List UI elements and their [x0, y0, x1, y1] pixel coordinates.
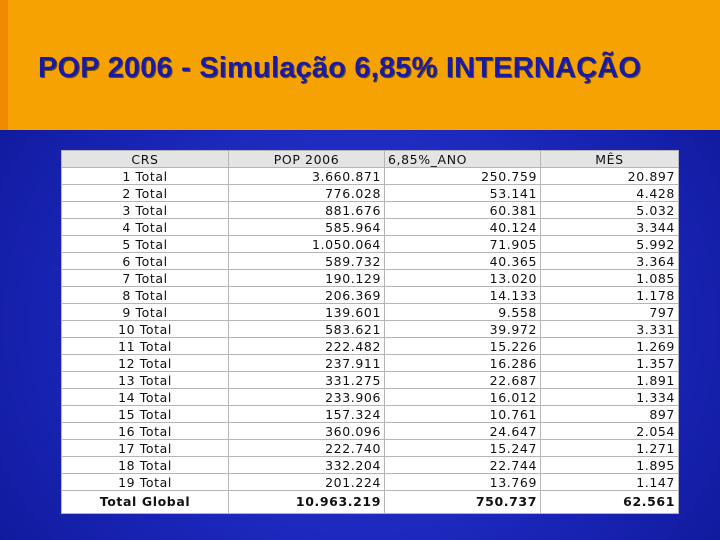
- cell-pop-2006: 157.324: [229, 406, 385, 423]
- cell-pop-2006: 233.906: [229, 389, 385, 406]
- cell-crs: 11 Total: [62, 338, 229, 355]
- header-mes: MÊS: [541, 151, 679, 168]
- header-pop-2006: POP 2006: [229, 151, 385, 168]
- cell-ano: 15.247: [385, 440, 541, 457]
- table-row: [62, 304, 679, 321]
- cell-pop-2006: 331.275: [229, 372, 385, 389]
- cell-mes: 5.032: [541, 202, 679, 219]
- cell-ano: 13.020: [385, 270, 541, 287]
- cell-pop-2006: 222.482: [229, 338, 385, 355]
- cell-crs: 9 Total: [62, 304, 229, 321]
- cell-ano: 39.972: [385, 321, 541, 338]
- cell-mes: 3.331: [541, 321, 679, 338]
- cell-crs: 12 Total: [62, 355, 229, 372]
- table-row: [62, 440, 679, 457]
- cell-ano: 40.124: [385, 219, 541, 236]
- table-row: [62, 253, 679, 270]
- cell-ano: 10.761: [385, 406, 541, 423]
- cell-ano: 13.769: [385, 474, 541, 491]
- total-mes: 62.561: [541, 491, 679, 514]
- table-row: [62, 457, 679, 474]
- cell-crs: 3 Total: [62, 202, 229, 219]
- cell-mes: 1.891: [541, 372, 679, 389]
- cell-mes: 20.897: [541, 168, 679, 185]
- cell-crs: 16 Total: [62, 423, 229, 440]
- cell-ano: 16.286: [385, 355, 541, 372]
- cell-crs: 5 Total: [62, 236, 229, 253]
- cell-mes: 1.147: [541, 474, 679, 491]
- table-row: [62, 168, 679, 185]
- cell-pop-2006: 139.601: [229, 304, 385, 321]
- cell-ano: 15.226: [385, 338, 541, 355]
- table-row: [62, 185, 679, 202]
- cell-pop-2006: 332.204: [229, 457, 385, 474]
- cell-pop-2006: 3.660.871: [229, 168, 385, 185]
- title-band: [0, 0, 720, 130]
- cell-crs: 18 Total: [62, 457, 229, 474]
- cell-crs: 8 Total: [62, 287, 229, 304]
- slide-title: POP 2006 - Simulação 6,85% INTERNAÇÃO: [38, 52, 642, 84]
- cell-mes: 1.334: [541, 389, 679, 406]
- cell-pop-2006: 201.224: [229, 474, 385, 491]
- cell-pop-2006: 776.028: [229, 185, 385, 202]
- table-row: [62, 423, 679, 440]
- cell-ano: 60.381: [385, 202, 541, 219]
- total-ano: 750.737: [385, 491, 541, 514]
- cell-mes: 3.364: [541, 253, 679, 270]
- cell-pop-2006: 1.050.064: [229, 236, 385, 253]
- table-row: [62, 321, 679, 338]
- cell-crs: 1 Total: [62, 168, 229, 185]
- cell-crs: 13 Total: [62, 372, 229, 389]
- cell-pop-2006: 206.369: [229, 287, 385, 304]
- header-ano: 6,85%_ANO: [385, 151, 541, 168]
- cell-mes: 797: [541, 304, 679, 321]
- table-row: [62, 270, 679, 287]
- cell-crs: 4 Total: [62, 219, 229, 236]
- cell-pop-2006: 190.129: [229, 270, 385, 287]
- cell-mes: 1.357: [541, 355, 679, 372]
- table-row: [62, 287, 679, 304]
- cell-pop-2006: 583.621: [229, 321, 385, 338]
- table-row: [62, 389, 679, 406]
- cell-mes: 5.992: [541, 236, 679, 253]
- cell-ano: 9.558: [385, 304, 541, 321]
- cell-ano: 53.141: [385, 185, 541, 202]
- cell-crs: 6 Total: [62, 253, 229, 270]
- cell-mes: 1.085: [541, 270, 679, 287]
- cell-ano: 250.759: [385, 168, 541, 185]
- data-table: [61, 150, 679, 514]
- cell-pop-2006: 881.676: [229, 202, 385, 219]
- cell-mes: 3.344: [541, 219, 679, 236]
- data-table-container: [61, 150, 679, 514]
- cell-ano: 24.647: [385, 423, 541, 440]
- header-crs: CRS: [62, 151, 229, 168]
- total-label: Total Global: [62, 491, 229, 514]
- cell-mes: 1.895: [541, 457, 679, 474]
- table-row: [62, 219, 679, 236]
- cell-ano: 14.133: [385, 287, 541, 304]
- cell-pop-2006: 360.096: [229, 423, 385, 440]
- cell-mes: 1.271: [541, 440, 679, 457]
- cell-mes: 897: [541, 406, 679, 423]
- cell-pop-2006: 237.911: [229, 355, 385, 372]
- total-pop-2006: 10.963.219: [229, 491, 385, 514]
- cell-crs: 7 Total: [62, 270, 229, 287]
- cell-crs: 10 Total: [62, 321, 229, 338]
- cell-mes: 4.428: [541, 185, 679, 202]
- cell-crs: 15 Total: [62, 406, 229, 423]
- cell-pop-2006: 222.740: [229, 440, 385, 457]
- cell-mes: 1.269: [541, 338, 679, 355]
- cell-crs: 17 Total: [62, 440, 229, 457]
- cell-crs: 14 Total: [62, 389, 229, 406]
- table-row: [62, 338, 679, 355]
- table-row: [62, 355, 679, 372]
- cell-crs: 2 Total: [62, 185, 229, 202]
- cell-ano: 71.905: [385, 236, 541, 253]
- cell-mes: 2.054: [541, 423, 679, 440]
- table-row: [62, 202, 679, 219]
- cell-pop-2006: 589.732: [229, 253, 385, 270]
- table-body: [62, 168, 679, 514]
- table-row: [62, 474, 679, 491]
- table-row: [62, 236, 679, 253]
- cell-pop-2006: 585.964: [229, 219, 385, 236]
- cell-ano: 16.012: [385, 389, 541, 406]
- cell-ano: 22.687: [385, 372, 541, 389]
- cell-ano: 40.365: [385, 253, 541, 270]
- table-total-row: [62, 491, 679, 514]
- table-row: [62, 406, 679, 423]
- table-header-row: [62, 151, 679, 168]
- cell-mes: 1.178: [541, 287, 679, 304]
- cell-crs: 19 Total: [62, 474, 229, 491]
- table-row: [62, 372, 679, 389]
- cell-ano: 22.744: [385, 457, 541, 474]
